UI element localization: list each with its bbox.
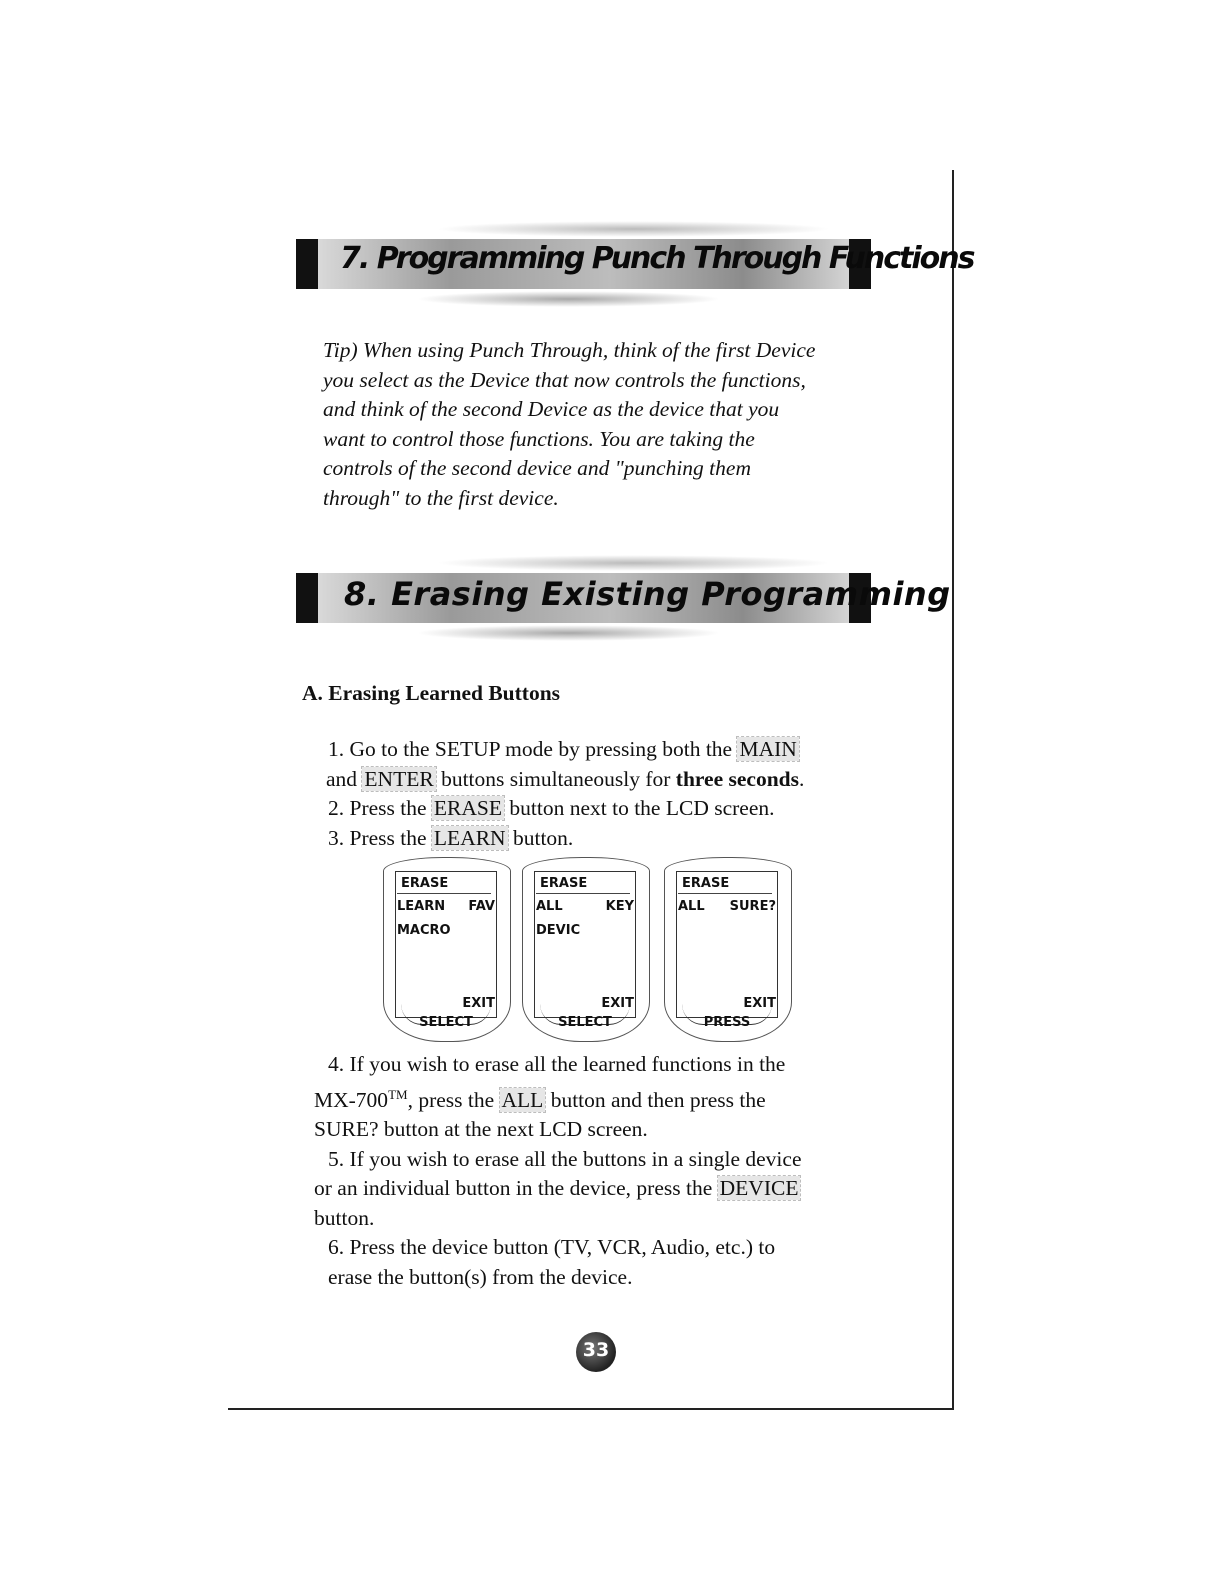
steps-list-a [328, 735, 888, 853]
lcd-screen-3 [664, 857, 792, 1042]
tip-line: through" to the first device. [323, 485, 559, 510]
all-button-ref: ALL [501, 1087, 544, 1112]
tip-line: and think of the second Device as the device that you [323, 397, 780, 421]
lcd-device-option: DEVIC [536, 923, 581, 938]
trademark-mark: TM [388, 1086, 408, 1102]
section-7-title: 7. Programming Punch Through Functions [340, 241, 974, 276]
lcd-screen-2 [522, 857, 650, 1042]
step-6: 6. Press the device button (TV, VCR, Audio, etc.) to [328, 1235, 776, 1260]
subsection-heading: A. Erasing Learned Buttons [302, 681, 561, 705]
lcd-exit-label: EXIT [462, 996, 495, 1011]
tip-line: controls of the second device and "punching them [323, 456, 751, 480]
erase-button-ref: ERASE [433, 796, 503, 820]
step-5-cont: button. [314, 1205, 375, 1230]
step-6-cont: erase the button(s) from the device. [328, 1264, 633, 1289]
lcd-key-option: KEY [605, 899, 634, 914]
tip-line: you select as the Device that now controls the functions, [323, 367, 806, 392]
step-2: 2. Press the ERASE button next to the LCD screen. [328, 796, 775, 820]
lcd-screen-1 [383, 857, 511, 1042]
tip-line: want to control those functions. You are taking the [323, 426, 755, 451]
tip-line: Tip) When using Punch Through, think of the first Device [323, 338, 816, 362]
page-number-badge [576, 1332, 616, 1372]
learn-button-ref: LEARN [433, 825, 506, 850]
lcd-all-option: ALL [678, 899, 705, 914]
step-3: 3. Press the LEARN button. [328, 825, 574, 850]
step-1: 1. Go to the SETUP mode by pressing both the MAIN [328, 737, 797, 761]
lcd-title: ERASE [540, 876, 588, 891]
step-4-cont: MX-700™, press the ALL button and then press the [314, 1086, 766, 1112]
enter-button-ref: ENTER [364, 766, 434, 791]
lcd-bottom-label: SELECT [558, 1015, 612, 1030]
lcd-bottom-label: PRESS [703, 1015, 751, 1030]
lcd-all-option: ALL [536, 899, 563, 914]
tip-paragraph [323, 336, 883, 513]
section-8-title: 8. Erasing Existing Programming [344, 575, 951, 613]
page-number: 33 [582, 1339, 610, 1361]
right-margin-rule [952, 170, 954, 1410]
main-button-ref: MAIN [739, 737, 797, 761]
lcd-bottom-label: SELECT [419, 1015, 473, 1030]
lcd-sure-option: SURE? [729, 899, 776, 914]
lcd-fav-option: FAV [468, 899, 495, 914]
step-4: 4. If you wish to erase all the learned functions in the [328, 1052, 786, 1076]
lcd-macro-option: MACRO [397, 923, 451, 938]
device-button-ref: DEVICE [719, 1176, 799, 1201]
bottom-margin-rule [228, 1408, 954, 1410]
lcd-learn-option: LEARN [397, 899, 446, 914]
section-8-banner [296, 567, 951, 627]
lcd-exit-label: EXIT [601, 996, 634, 1011]
section-7-banner [296, 233, 974, 293]
step-5: 5. If you wish to erase all the buttons in a single device [328, 1146, 802, 1171]
lcd-exit-label: EXIT [743, 996, 776, 1011]
step-1-cont: and ENTER buttons simultaneously for three seconds. [326, 766, 805, 791]
lcd-title: ERASE [401, 876, 449, 891]
lcd-title: ERASE [682, 876, 730, 891]
steps-list-b [314, 1050, 888, 1292]
step-4-cont: SURE? button at the next LCD screen. [314, 1117, 648, 1142]
step-5-cont: or an individual button in the device, press the DEVICE [314, 1176, 799, 1201]
